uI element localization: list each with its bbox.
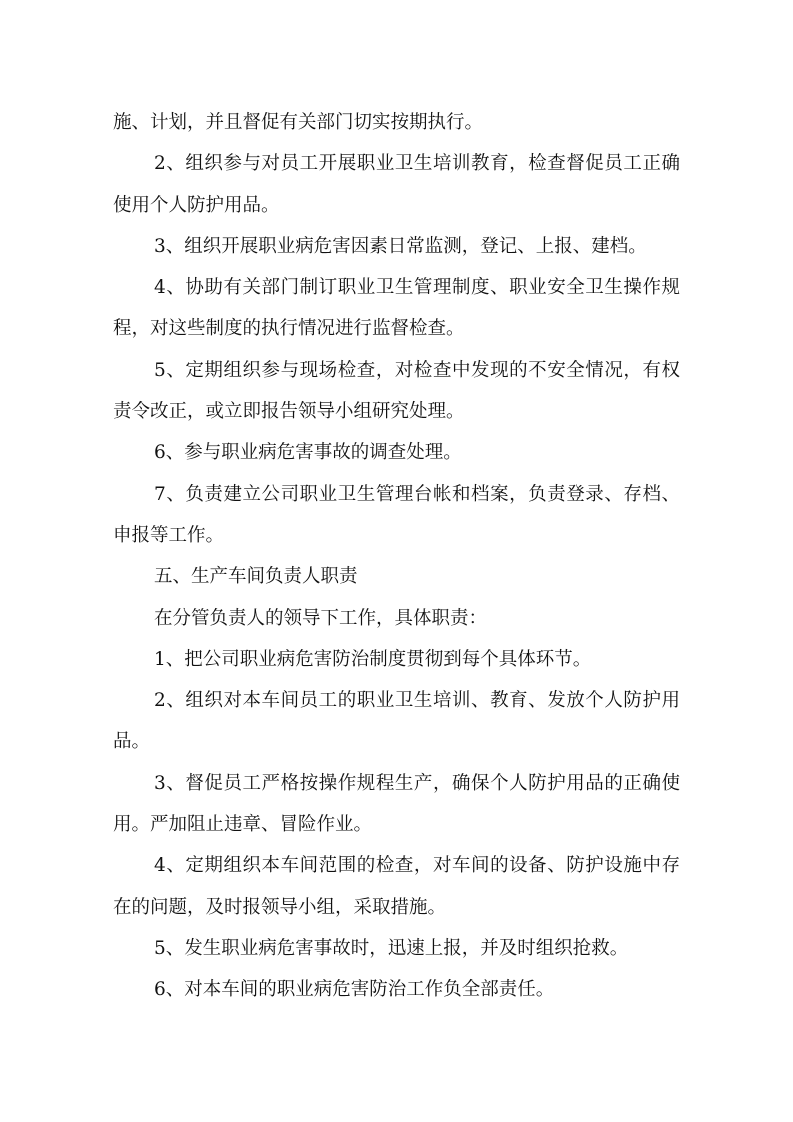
- text-line: 2、组织参与对员工开展职业卫生培训教育，检查督促员工正确: [154, 153, 680, 175]
- paragraph: [113, 680, 680, 763]
- paragraph: [113, 845, 680, 928]
- paragraph: [113, 102, 680, 143]
- paragraph: [113, 143, 680, 226]
- text-line: 5、定期组织参与现场检查，对检查中发现的不安全情况，有权: [154, 359, 680, 381]
- text-line: 程，对这些制度的执行情况进行监督检查。: [113, 318, 465, 340]
- paragraph: [113, 928, 680, 969]
- text-line: 使用个人防护用品。: [113, 194, 280, 216]
- text-line: 施、计划，并且督促有关部门切实按期执行。: [113, 112, 484, 133]
- text-line: 在分管负责人的领导下工作，具体职责：: [154, 607, 488, 629]
- text-line: 6、参与职业病危害事故的调查处理。: [154, 442, 462, 464]
- text-line: 品。: [113, 731, 151, 753]
- paragraph: [113, 350, 680, 433]
- text-line: 4、定期组织本车间范围的检查，对车间的设备、防护设施中存: [154, 855, 680, 877]
- paragraph: [113, 432, 680, 473]
- text-line: 7、负责建立公司职业卫生管理台帐和档案，负责登录、存档、: [154, 483, 680, 505]
- paragraph: [113, 763, 680, 846]
- paragraph: [113, 267, 680, 350]
- text-line: 五、生产车间负责人职责: [154, 566, 358, 588]
- paragraph: [113, 969, 680, 1010]
- document-body: [113, 102, 680, 1011]
- text-line: 责令改正，或立即报告领导小组研究处理。: [113, 401, 465, 423]
- text-line: 3、督促员工严格按操作规程生产，确保个人防护用品的正确使: [154, 772, 680, 794]
- text-line: 4、协助有关部门制订职业卫生管理制度、职业安全卫生操作规: [154, 277, 680, 299]
- paragraph: [113, 598, 680, 639]
- text-line: 5、发生职业病危害事故时，迅速上报，并及时组织抢救。: [154, 937, 629, 959]
- text-line: 3、组织开展职业病危害因素日常监测，登记、上报、建档。: [154, 235, 647, 257]
- paragraph: [113, 639, 680, 680]
- text-line: 1、把公司职业病危害防治制度贯彻到每个具体环节。: [154, 648, 592, 670]
- paragraph: [113, 226, 680, 267]
- text-line: 6、对本车间的职业病危害防治工作负全部责任。: [154, 979, 555, 1001]
- text-line: 在的问题，及时报领导小组，采取措施。: [113, 896, 447, 918]
- paragraph: [113, 556, 680, 597]
- text-line: 2、组织对本车间员工的职业卫生培训、教育、发放个人防护用: [154, 690, 680, 712]
- paragraph: [113, 474, 680, 557]
- text-line: 用。严加阻止违章、冒险作业。: [113, 814, 373, 836]
- text-line: 申报等工作。: [113, 524, 225, 546]
